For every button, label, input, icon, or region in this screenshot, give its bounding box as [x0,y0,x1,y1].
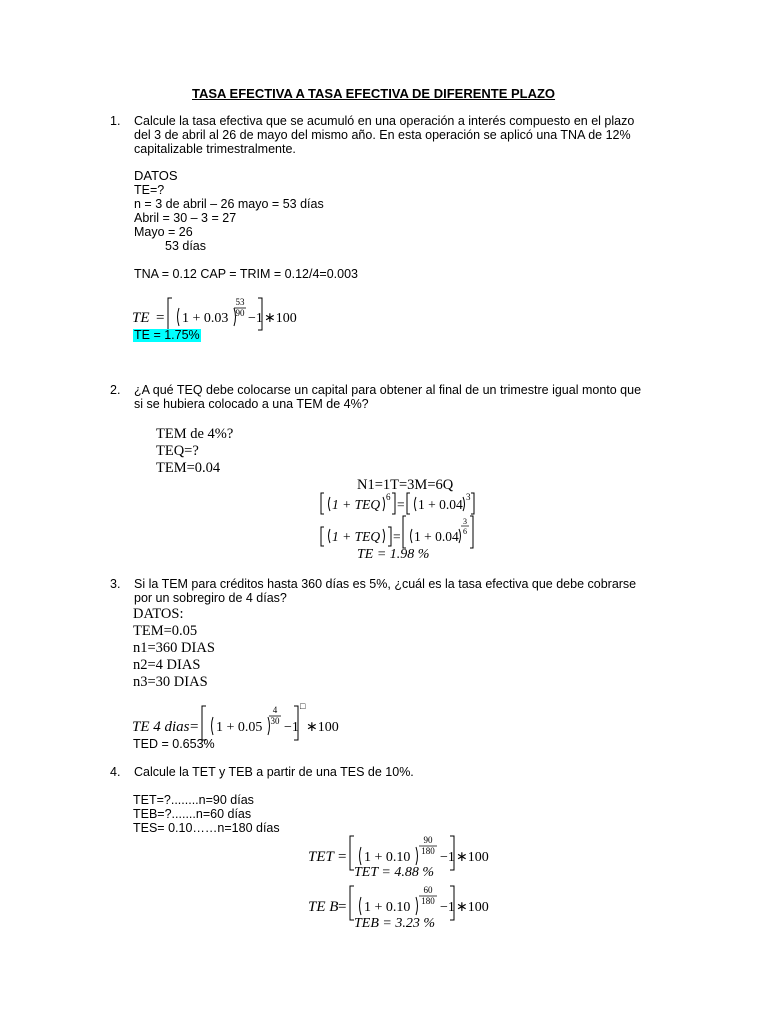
svg-text:1 + 0.04: 1 + 0.04 [418,497,463,512]
problem-1-line-2: del 3 de abril al 26 de mayo del mismo año. En esta operación se aplicó una TNA de 12% [134,128,631,142]
formula-teq [318,490,478,552]
n2-4: n2=4 DIAS [133,657,201,673]
svg-text:1 + 0.04: 1 + 0.04 [414,529,459,544]
svg-text:=: = [338,899,347,915]
teb-line: TEB=?.......n=60 días [133,807,252,821]
problem-3-line-1: Si la TEM para créditos hasta 360 días es 5%, ¿cuál es la tasa efectiva que debe cobrarse [134,577,637,591]
svg-text:TE: TE [132,310,150,326]
tem-value: TEM=0.04 [156,460,221,476]
problem-3-line-2: por un sobregiro de 4 días? [134,591,287,605]
result-tet: TET = 4.88 % [354,865,434,880]
item-number-4: 4. [110,765,121,779]
problem-2-line-2: si se hubiera colocado a una TEM de 4%? [134,397,369,411]
svg-text:∗100: ∗100 [264,311,297,326]
svg-text:90: 90 [423,835,433,845]
dias-53: 53 días [165,239,207,253]
problem-4-line-1: Calcule la TET y TEB a partir de una TES de 10%. [134,765,414,779]
svg-text:−1: −1 [440,900,455,915]
svg-text:=: = [190,719,199,735]
svg-text:180: 180 [421,846,435,856]
page-title: TASA EFECTIVA A TASA EFECTIVA DE DIFERENTE PLAZO [192,86,556,101]
svg-text:30: 30 [270,716,280,726]
svg-text:1 + TEQ: 1 + TEQ [332,497,381,512]
n1-360: n1=360 DIAS [133,640,215,656]
svg-text:53: 53 [235,297,245,307]
datos-label-3: DATOS: [133,606,184,622]
svg-text:1 + TEQ: 1 + TEQ [332,529,381,544]
tna-line: TNA = 0.12 CAP = TRIM = 0.12/4=0.003 [134,267,358,281]
svg-text:90: 90 [235,308,245,318]
svg-text:∗100: ∗100 [456,900,489,915]
svg-text:180: 180 [421,896,435,906]
svg-text:1 + 0.10: 1 + 0.10 [364,900,411,915]
svg-text:4: 4 [272,705,278,715]
svg-text:=: = [338,849,347,865]
item-number-3: 3. [110,577,121,591]
svg-text:6: 6 [386,492,391,502]
te-unknown: TE=? [134,183,165,197]
svg-text:TE B: TE B [308,899,339,915]
svg-text:1 + 0.10: 1 + 0.10 [364,850,411,865]
n1-equivalence: N1=1T=3M=6Q [357,477,454,493]
svg-text:∗100: ∗100 [306,720,339,735]
svg-text:=: = [156,310,165,326]
svg-text:□: □ [300,701,306,711]
datos-label-1: DATOS [134,168,178,183]
svg-text:60: 60 [423,885,433,895]
n3-30: n3=30 DIAS [133,674,208,690]
problem-2-line-1: ¿A qué TEQ debe colocarse un capital para obtener al final de un trimestre igual monto que [134,383,642,397]
teq-unknown: TEQ=? [156,443,199,459]
svg-text:=: = [397,497,405,512]
mayo-line: Mayo = 26 [134,225,193,239]
tem-005: TEM=0.05 [133,623,198,639]
svg-text:3: 3 [463,517,467,526]
svg-text:3: 3 [466,492,471,502]
problem-1-line-1: Calcule la tasa efectiva que se acumuló en una operación a interés compuesto en el plazo [134,114,635,128]
svg-text:TET: TET [308,849,334,865]
result-te-1: TE = 1.75% [134,328,200,342]
n-days-line: n = 3 de abril – 26 mayo = 53 días [134,197,324,211]
svg-text:TE 4 dias: TE 4 dias [132,719,190,735]
item-number-2: 2. [110,383,121,397]
svg-text:6: 6 [463,527,467,536]
svg-text:∗100: ∗100 [456,850,489,865]
result-teb: TEB = 3.23 % [354,916,435,931]
svg-text:−1: −1 [440,850,455,865]
result-ted: TED = 0.653% [133,737,215,751]
result-teq: TE = 1.98 % [357,547,430,562]
tes-line: TES= 0.10……n=180 días [133,821,280,835]
svg-text:=: = [393,529,401,544]
svg-text:−1: −1 [248,311,263,326]
tet-line: TET=?........n=90 días [133,793,254,807]
item-number-1: 1. [110,114,121,128]
svg-text:1 + 0.05: 1 + 0.05 [216,720,263,735]
svg-text:−1: −1 [284,720,299,735]
problem-1-line-3: capitalizable trimestralmente. [134,142,296,156]
svg-text:1 + 0.03: 1 + 0.03 [182,311,229,326]
abril-line: Abril = 30 – 3 = 27 [134,211,237,225]
tem-4: TEM de 4%? [156,426,234,442]
